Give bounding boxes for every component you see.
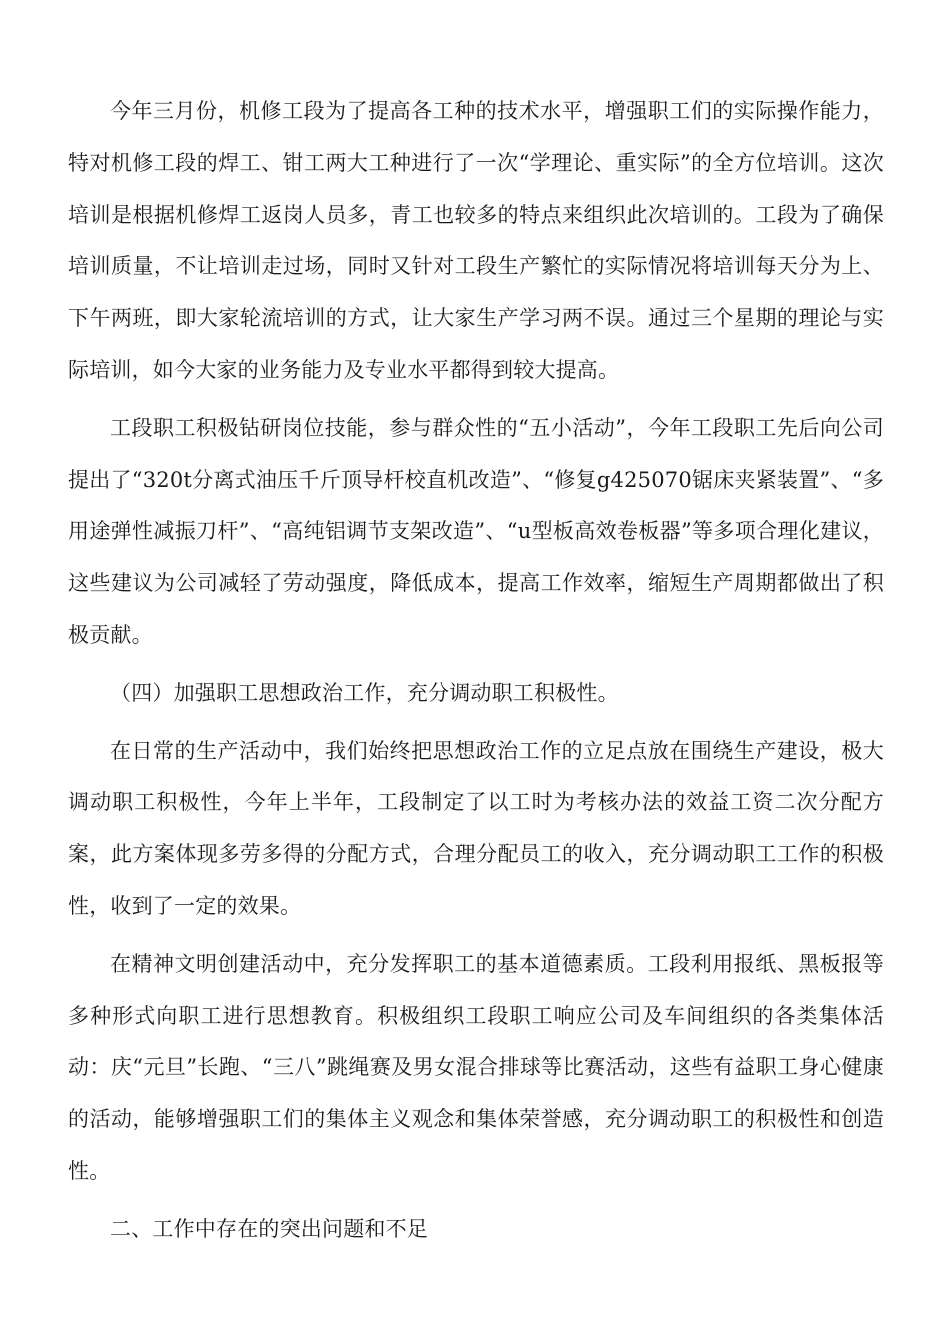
section-heading-two: 二、工作中存在的突出问题和不足 <box>110 1216 428 1241</box>
document-page <box>68 86 884 1262</box>
paragraph-training: 今年三月份，机修工段为了提高各工种的技术水平，增强职工们的实际操作能力，特对机修工段的焊工、钳工两大工种进行了一次“学理论、重实际”的全方位培训。这次培训是根据机修焊工返岗人员多，青工也较多的特点来组织此次培训的。工段为了确保培训质量，不让培训走过场，同时又针对工段生产繁忙的实际情况将培训每天分为上、下午两班，即大家轮流培训的方式，让大家生产学习两不误。通过三个星期的理论与实际培训，如今大家的业务能力及专业水平都得到较大提高。 <box>68 99 884 382</box>
section-heading-four: （四）加强职工思想政治工作，充分调动职工积极性。 <box>110 680 619 705</box>
paragraph-spiritual-civilization: 在精神文明创建活动中，充分发挥职工的基本道德素质。工段利用报纸、黑板报等多种形式向职工进行思想教育。积极组织工段职工响应公司及车间组织的各类集体活动：庆“元旦”长跑、“三八”跳绳赛及男女混合排球等比赛活动，这些有益职工身心健康的活动，能够增强职工们的集体主义观念和集体荣誉感，充分调动职工的积极性和创造性。 <box>68 951 884 1183</box>
paragraph-political-work: 在日常的生产活动中，我们始终把思想政治工作的立足点放在围绕生产建设，极大调动职工积极性，今年上半年，工段制定了以工时为考核办法的效益工资二次分配方案，此方案体现多劳多得的分配方式，合理分配员工的收入，充分调动职工工作的积极性，收到了一定的效果。 <box>68 738 884 918</box>
paragraph-five-small-activities: 工段职工积极钻研岗位技能，参与群众性的“五小活动”，今年工段职工先后向公司提出了“320t分离式油压千斤顶导杆校直机改造”、“修复g425070锯床夹紧装置”、“多用途弹性减振刀杆”、“高纯铝调节支架改造”、“u型板高效卷板器”等多项合理化建议，这些建议为公司减轻了劳动强度，降低成本，提高工作效率，缩短生产周期都做出了积极贡献。 <box>68 415 884 647</box>
